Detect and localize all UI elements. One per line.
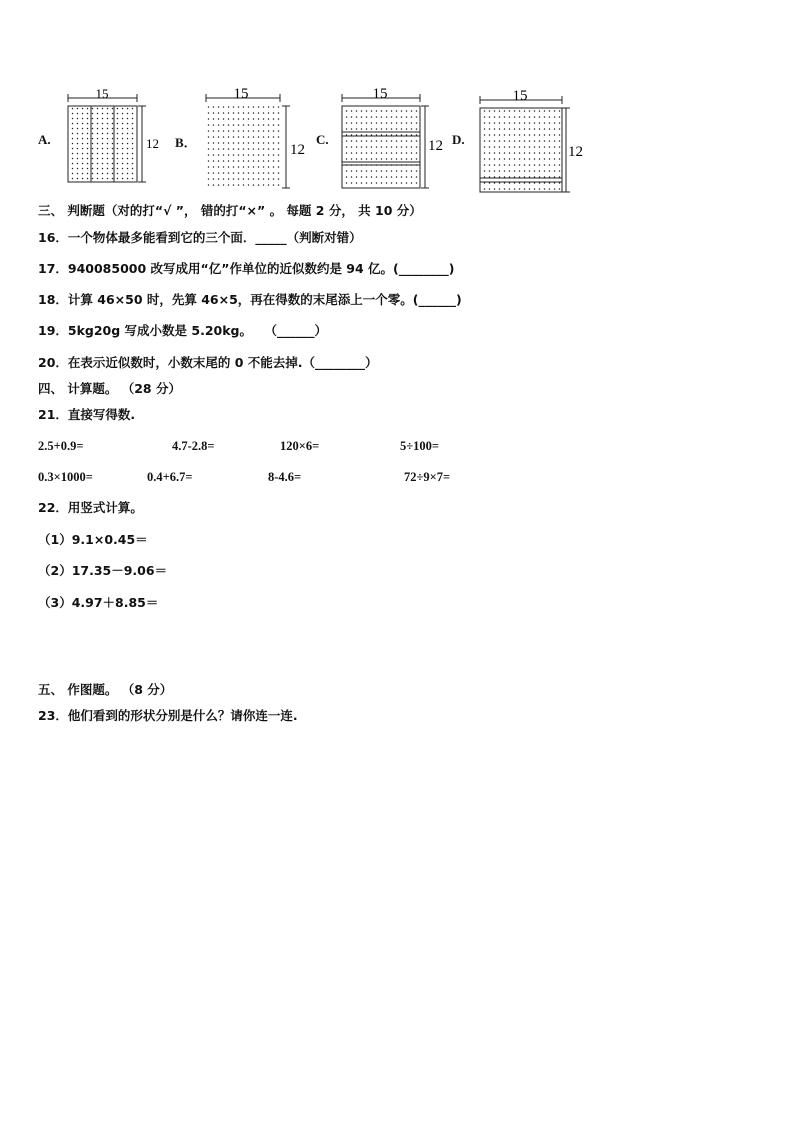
height-label: 12: [568, 144, 583, 160]
option-b-figure: [196, 86, 306, 194]
width-label: 15: [233, 86, 249, 102]
option-b-letter[interactable]: B．: [175, 135, 197, 150]
option-d-figure: [472, 84, 588, 196]
calc-item[interactable]: 0.4+6.7=: [147, 470, 193, 484]
height-label: 12: [428, 138, 443, 154]
question-20[interactable]: 20．在表示近似数时，小数末尾的 0 不能去掉.（________）: [38, 355, 378, 370]
width-label: 15: [512, 88, 528, 104]
section-5-heading: 五、 作图题。 （8 分）: [38, 682, 173, 697]
option-a-letter[interactable]: A.: [38, 132, 51, 147]
question-22-item-1[interactable]: （1）9.1×0.45＝: [38, 532, 148, 547]
question-22-item-2[interactable]: （2）17.35－9.06＝: [38, 563, 168, 578]
calc-item[interactable]: 2.5+0.9=: [38, 439, 84, 453]
question-22-title: 22．用竖式计算。: [38, 500, 143, 515]
dotted-rectangle: [342, 106, 420, 188]
option-a-figure: [60, 86, 160, 186]
width-label: 15: [372, 86, 388, 102]
calc-item[interactable]: 120×6=: [280, 439, 320, 453]
dotted-rectangle: [206, 106, 280, 188]
question-22-item-3[interactable]: （3）4.97＋8.85＝: [38, 595, 159, 610]
calc-item[interactable]: 0.3×1000=: [38, 470, 93, 484]
width-label: 15: [95, 86, 109, 101]
section-4-heading: 四、 计算题。 （28 分）: [38, 381, 181, 396]
dotted-rectangle: [480, 108, 562, 192]
question-17[interactable]: 17．940085000 改写成用“亿”作单位的近似数约是 94 亿。(________): [38, 261, 455, 276]
option-d-letter[interactable]: D.: [452, 132, 465, 147]
question-19[interactable]: 19．5kg20g 写成小数是 5.20kg。 （______）: [38, 323, 328, 338]
calc-item[interactable]: 5÷100=: [400, 439, 439, 453]
height-label: 12: [146, 136, 159, 151]
calc-item[interactable]: 8-4.6=: [268, 470, 302, 484]
question-23[interactable]: 23．他们看到的形状分别是什么？请你连一连.: [38, 708, 298, 723]
option-c-figure: [334, 84, 449, 192]
section-3-heading: 三、 判断题（对的打“√ ”， 错的打“×” 。 每题 2 分， 共 10 分）: [38, 203, 422, 218]
option-c-letter[interactable]: C.: [316, 132, 329, 147]
question-21-title: 21．直接写得数.: [38, 407, 136, 422]
calc-item[interactable]: 4.7-2.8=: [172, 439, 215, 453]
dotted-rectangle: [68, 106, 137, 182]
calc-item[interactable]: 72÷9×7=: [404, 470, 451, 484]
height-label: 12: [290, 142, 305, 158]
question-18[interactable]: 18．计算 46×50 时，先算 46×5，再在得数的末尾添上一个零。(______): [38, 292, 462, 307]
question-16[interactable]: 16．一个物体最多能看到它的三个面．_____（判断对错）: [38, 230, 362, 245]
